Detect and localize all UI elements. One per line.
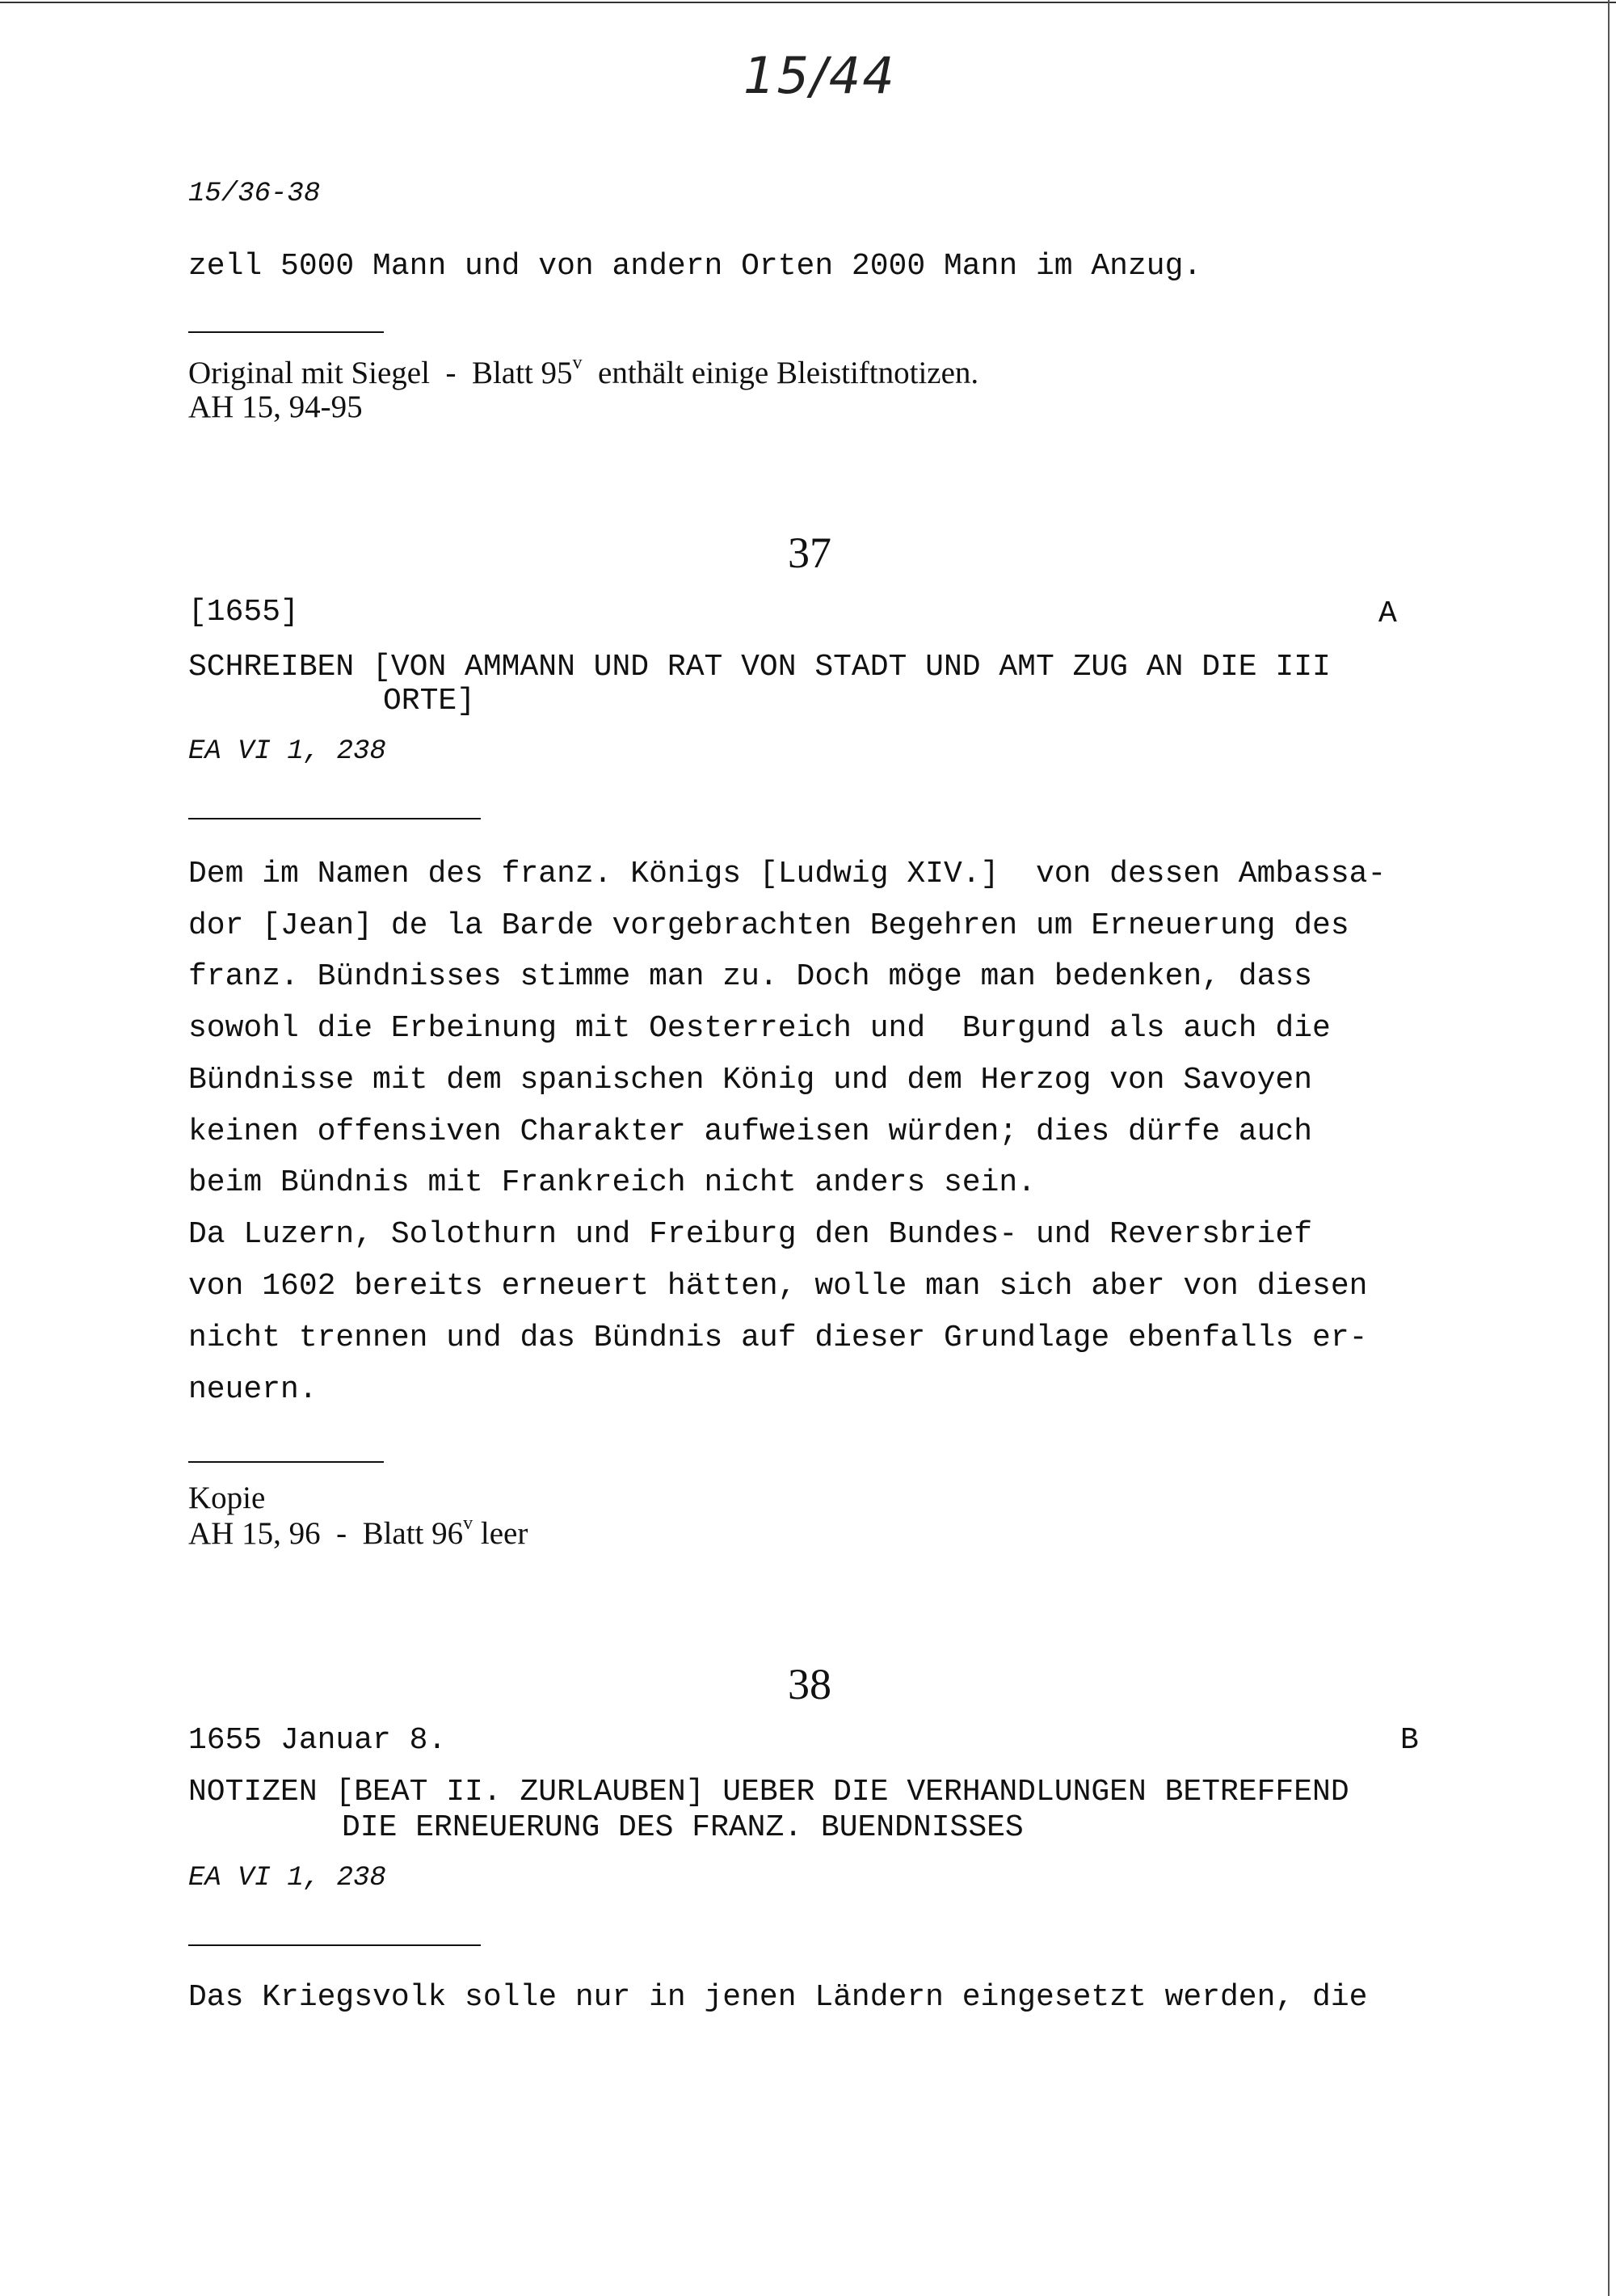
continuation-text: zell 5000 Mann und von andern Orten 2000 Mann im Anzug.: [188, 249, 1202, 284]
doc37-body-line: beim Bündnis mit Frankreich nicht anders sein.: [188, 1165, 1036, 1200]
doc37-body-line: Bündnisse mit dem spanischen König und dem Herzog von Savoyen: [188, 1063, 1313, 1097]
scan-border-right: [1608, 0, 1610, 2296]
section-reference: 15/36-38: [188, 179, 321, 209]
doc37-body-line: franz. Bündnisses stimme man zu. Doch möge man bedenken, dass: [188, 959, 1313, 994]
doc37-body-line: Dem im Namen des franz. Königs [Ludwig XIV.] von dessen Ambassa-: [188, 857, 1387, 891]
divider: [188, 331, 384, 333]
doc37-number: 37: [788, 529, 831, 577]
doc37-title-cont: ORTE]: [383, 684, 476, 718]
doc37-body-line: neuern.: [188, 1372, 318, 1407]
divider: [188, 1944, 481, 1946]
doc36-source-note: Original mit Siegel - Blatt 95$^v$ enthält einige Bleistiftnotizen.: [188, 352, 979, 390]
doc38-date: 1655 Januar 8.: [188, 1723, 447, 1758]
doc37-body-line: sowohl die Erbeinung mit Oesterreich und Burgund als auch die: [188, 1011, 1331, 1046]
doc37-body-line: Da Luzern, Solothurn und Freiburg den Bundes- und Reversbrief: [188, 1217, 1313, 1252]
doc37-date: [1655]: [188, 595, 299, 630]
doc37-body-line: dor [Jean] de la Barde vorgebrachten Begehren um Erneuerung des: [188, 908, 1349, 943]
doc37-archive-ref: AH 15, 96 - Blatt 96$^v$ leer: [188, 1513, 528, 1551]
doc38-number: 38: [788, 1660, 831, 1708]
doc38-body-line: Das Kriegsvolk solle nur in jenen Ländern eingesetzt werden, die: [188, 1980, 1368, 2015]
doc37-copy-note: Kopie: [188, 1481, 266, 1515]
doc37-reference: EA VI 1, 238: [188, 736, 386, 767]
doc37-body-line: von 1602 bereits erneuert hätten, wolle man sich aber von diesen: [188, 1269, 1368, 1304]
doc38-reference: EA VI 1, 238: [188, 1863, 386, 1894]
doc37-letter: A: [1378, 596, 1397, 631]
doc37-title: SCHREIBEN [VON AMMANN UND RAT VON STADT UND AMT ZUG AN DIE III: [188, 650, 1331, 685]
scan-border-top: [0, 2, 1616, 3]
doc37-body-line: keinen offensiven Charakter aufweisen würden; dies dürfe auch: [188, 1114, 1313, 1149]
divider: [188, 818, 481, 819]
doc38-letter: B: [1400, 1723, 1419, 1758]
divider: [188, 1461, 384, 1463]
doc38-title: NOTIZEN [BEAT II. ZURLAUBEN] UEBER DIE VERHANDLUNGEN BETREFFEND: [188, 1775, 1349, 1809]
doc36-archive-ref: AH 15, 94-95: [188, 390, 363, 424]
doc38-title-cont: DIE ERNEUERUNG DES FRANZ. BUENDNISSES: [342, 1810, 1024, 1845]
doc37-body-line: nicht trennen und das Bündnis auf dieser Grundlage ebenfalls er-: [188, 1321, 1368, 1355]
archive-mark: 15/44: [743, 46, 896, 105]
